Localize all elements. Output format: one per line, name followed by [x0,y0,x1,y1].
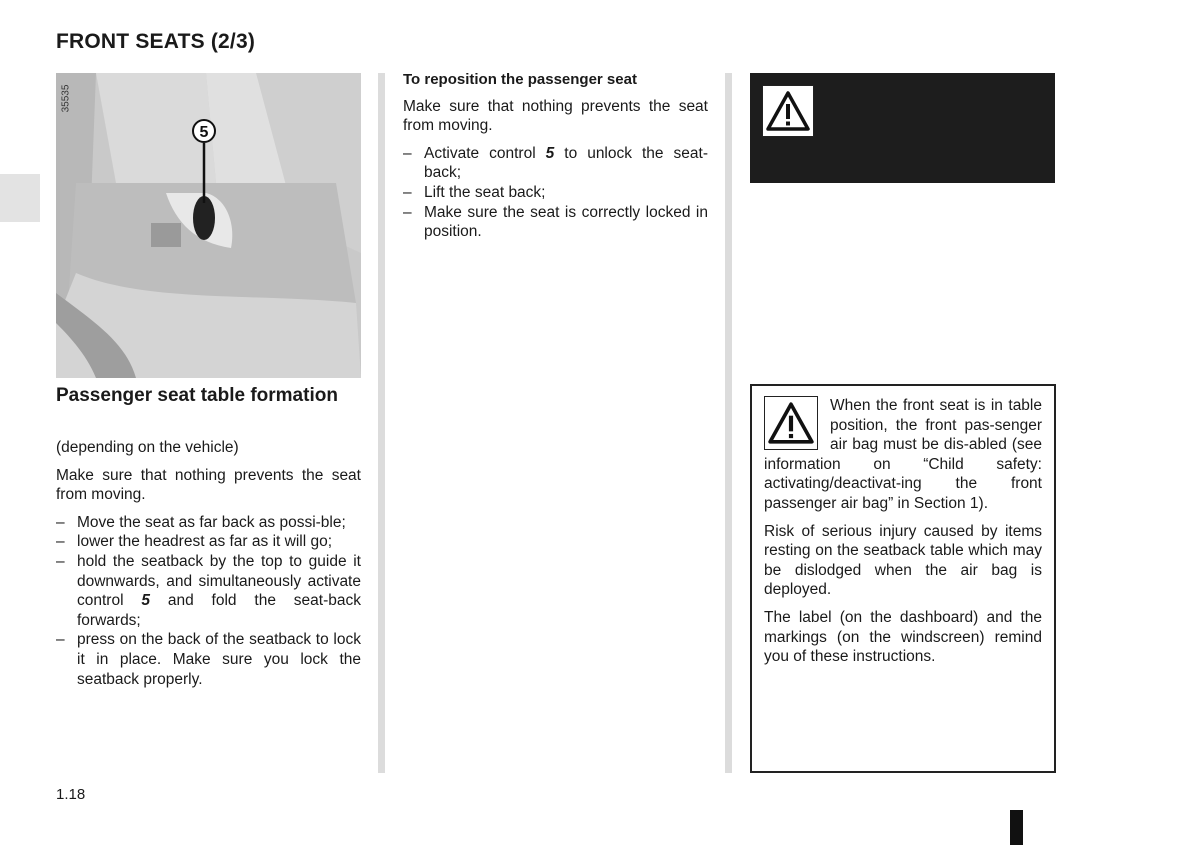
step-text: and fold the seat-back forwards; [77,592,361,629]
page-number: 1.18 [56,786,86,803]
list-item [56,532,361,552]
control-reference: 5 [141,592,150,610]
step-text: to unlock the seat-back; [424,144,708,182]
section-tab [0,174,40,222]
warning-triangle-icon [762,85,814,137]
step-text: lower the headrest as far as it will go; [77,533,333,551]
step-text: Make sure the seat is correctly locked in position. [424,203,708,241]
list-item [56,630,361,689]
reposition-section [403,70,708,242]
list-item [403,183,708,203]
page-title: FRONT SEATS (2/3) [56,30,256,53]
warning-triangle-icon [764,396,818,450]
seat-control-illustration [56,73,361,378]
warning-banner [750,73,1055,183]
list-item [403,203,708,242]
airbag-warning-para: Risk of serious injury caused by items resting on the seatback table which may be dislodged when the air bag is deployed. [764,522,1042,599]
column-divider [725,73,732,773]
dash-bullet: – [403,144,412,162]
airbag-warning-para: The label (on the dashboard) and the markings (on the windscreen) remind you of these instructions. [764,608,1042,666]
seat-illustration [56,73,361,378]
table-section-subtitle: (depending on the vehicle) [56,439,239,456]
callout-label: 5 [199,124,209,141]
list-item [403,144,708,183]
dash-bullet: – [56,631,65,649]
step-text: press on the back of the seatback to lock it in place. Make sure you lock the seatback properly. [77,631,361,688]
column-divider [378,73,385,773]
step-text: Lift the seat back; [424,183,546,201]
dash-bullet: – [403,183,412,201]
airbag-warning-box [750,384,1056,773]
dash-bullet: – [56,533,65,551]
figure-reference: 35535 [60,84,72,112]
table-steps-list [56,513,361,689]
table-section-intro: Make sure that nothing prevents the seat from moving. [56,466,361,504]
reposition-intro: Make sure that nothing prevents the seat from moving. [403,97,708,135]
reposition-steps-list [403,144,708,242]
dash-bullet: – [56,552,65,570]
step-text: hold the seatback by the top to guide it downwards, and simultaneously activate control [77,552,361,610]
table-section-body [56,438,361,689]
airbag-warning-para: When the front seat is in table position, the front pas-senger air bag must be dis-abled (see information on “Child safety: activating/deactivat-ing the front passenger air bag” in Section 1). [764,397,1042,512]
list-item [56,513,361,533]
control-reference: 5 [545,144,555,162]
list-item [56,552,361,630]
step-text: Move the seat as far back as possi-ble; [77,513,346,531]
print-mark [1010,810,1023,845]
reposition-title: To reposition the passenger seat [403,71,637,88]
dash-bullet: – [56,513,65,531]
dash-bullet: – [403,203,412,221]
table-section-title: Passenger seat table formation [56,385,338,406]
step-text: Activate control [424,144,546,162]
